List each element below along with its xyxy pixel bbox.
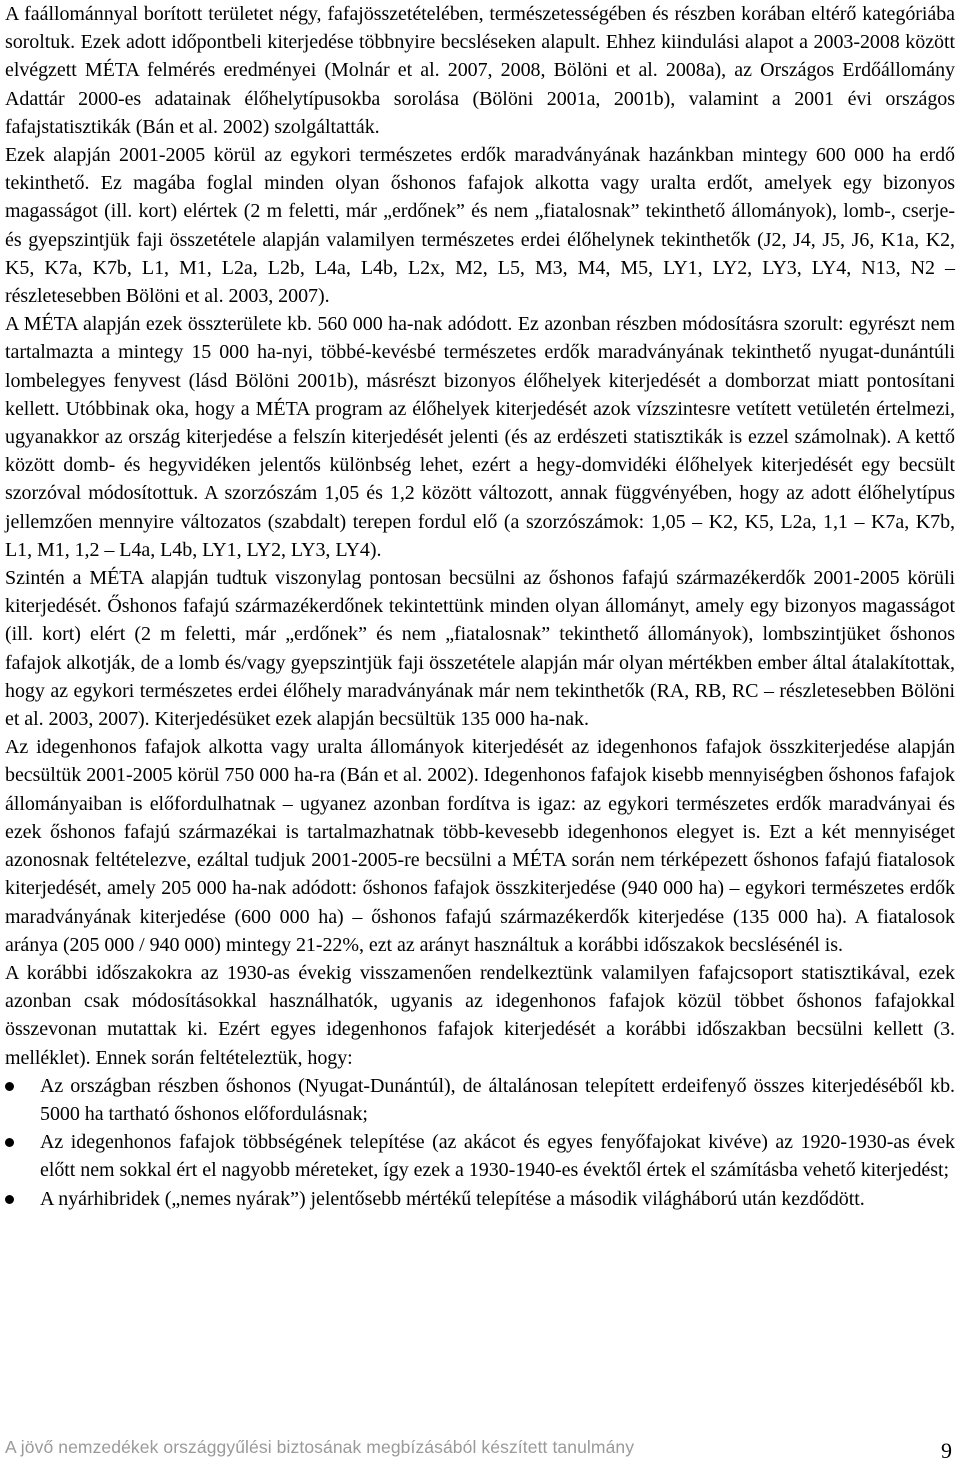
- paragraph-forest-categories: A faállománnyal borított területet négy, fafajösszetételében, természetességében és részben korában eltérő kategóriába soroltuk. Ezek adott időpontbeli kiterjedése többnyire becsléseken alapult. Ehhez kiindulási alapot a 2003-2008 között elvégzett MÉTA felmérés eredményei (Molnár et al. 2007, 2008, Bölöni et al. 2008a), az Országos Erdőállomány Adattár 2000-es adatainak élőhelytípusokba sorolása (Bölöni 2001a, 2001b), valamint a 2001 évi országos fafajstatisztikák (Bán et al. 2002) szolgáltatták.: [5, 3, 955, 138]
- paragraph-non-native-stands: Az idegenhonos fafajok alkotta vagy uralta állományok kiterjedését az idegenhonos fafajok összkiterjedése alapján becsültük 2001-2005 körül 750 000 ha-ra (Bán et al. 2002). Idegenhonos fafajok kisebb mennyiségben őshonos fafajok állományaiban is előfordulhatnak – ugyanez azonban fordítva is igaz: az egykori természetes erdők maradványai és ezek őshonos fafajú származékai is tartalmazhatnak több-kevesebb idegenhonos elegyet is. Ezt a két mennyiséget azonosnak feltételezve, ezáltal tudjuk 2001-2005-re becsülni a MÉTA során nem térképezett őshonos fafajú fiatalosok kiterjedését, amely 205 000 ha-nak adódott: őshonos fafajok összkiterjedése (940 000 ha) – egykori természetes erdők maradványának kiterjedése (600 000 ha) – őshonos fafajú származékerdők kiterjedése (135 000 ha). A fiatalosok aránya (205 000 / 940 000) mintegy 21-22%, ezt az arányt használtuk a korábbi időszakok becslésénél is.: [5, 736, 955, 956]
- paragraph-natural-forest-remnants: Ezek alapján 2001-2005 körül az egykori természetes erdők maradványának hazánkban mintegy 600 000 ha erdő tekinthető. Ez magába foglal minden olyan őshonos fafajok alkotta vagy uralta erdőt, amelyek egy bizonyos magasságot (ill. kort) elértek (2 m feletti, már „erdőnek” és nem „fiatalosnak” tekinthető állományok), lomb-, cserje- és gyepszintjük faji összetétele alapján valamilyen természetes erdei élőhelynek tekinthetők (J2, J4, J5, J6, K1a, K2, K5, K7a, K7b, L1, M1, L2a, L2b, L4a, L4b, L2x, M2, L5, M3, M4, M5, LY1, LY2, LY3, LY4, N13, N2 – részletesebben Bölöni et al. 2003, 2007).: [5, 144, 955, 308]
- paragraph-earlier-periods: A korábbi időszakokra az 1930-as évekig visszamenően rendelkeztünk valamilyen fafajcsoport statisztikával, ezek azonban csak módosításokkal használhatók, ugyanis az idegenhonos fafajok közül többet őshonos fafajokkal összevonan mutattak ki. Ezért egyes idegenhonos fafajok kiterjedését a korábbi időszakban becsülni kellett (3. melléklet). Ennek során feltételeztük, hogy:: [5, 961, 955, 1069]
- paragraph-derived-forests: Szintén a MÉTA alapján tudtuk viszonylag pontosan becsülni az őshonos fafajú származékerdők 2001-2005 körüli kiterjedését. Őshonos fafajú származékerdőnek tekintettünk minden olyan állományt, amely egy bizonyos magasságot (ill. kort) elért (2 m feletti, már „erdőnek” és nem „fiatalosnak” tekinthető állományok), lombszintjüket őshonos fafajok alkotják, de a lomb és/vagy gyepszintjük faji összetétele alapján már olyan mértékben ember által átalakítottak, hogy az egykori természetes erdei élőhely maradványának már nem tekinthetők (RA, RB, RC – részletesebben Bölöni et al. 2003, 2007). Kiterjedésüket ezek alapján becsültük 135 000 ha-nak.: [5, 567, 955, 731]
- list-item: [5, 1128, 955, 1184]
- page-number: 9: [941, 1438, 952, 1463]
- bullet-text: A nyárhibridek („nemes nyárak”) jelentősebb mértékű telepítése a második világháború után kezdődött.: [40, 1187, 865, 1210]
- bullet-text: Az idegenhonos fafajok többségének telepítése (az akácot és egyes fenyőfajokat kivéve) az 1920-1930-as évek előtt nem sokkal ért el nagyobb méreteket, így ezek a 1930-1940-es évektől értek el számításba vehető kiterjedést;: [40, 1131, 955, 1182]
- bullet-icon: [5, 1195, 14, 1204]
- assumptions-list: [5, 1072, 955, 1213]
- list-item: [5, 1072, 955, 1128]
- footer-text: A jövő nemzedékek országgyűlési biztosának megbízásából készített tanulmány: [5, 1437, 635, 1457]
- paragraph-meta-area-correction: A MÉTA alapján ezek összterülete kb. 560 000 ha-nak adódott. Ez azonban részben módosításra szorult: egyrészt nem tartalmazta a mintegy 15 000 ha-nyi, többé-kevésbé természetes erdők maradványának tekinthető nyugat-dunántúli lombelegyes fenyvest (lásd Bölöni 2001b), másrészt bizonyos élőhelyek kiterjedését a domborzat miatt pontosítani kellett. Utóbbinak oka, hogy a MÉTA program az élőhelyek kiterjedését azok vízszintesre vetített vetületén értelmezi, ugyanakkor az ország kiterjedése a felszín kiterjedését jelenti (és az erdészeti statisztikák is ezzel számolnak). A kettő között domb- és hegyvidéken jelentős különbség lehet, ezért a hegy-domvidéki élőhelyek kiterjedését egy becsült szorzóval módosítottuk. A szorzószám 1,05 és 1,2 között változott, annak függvényében, hogy az adott élőhelytípus jellemzően mennyire változatos (szabdalt) terepen fordul elő (a szorzószámok: 1,05 – K2, K5, L2a, 1,1 – K7a, K7b, L1, M1, 1,2 – L4a, L4b, LY1, LY2, LY3, LY4).: [5, 313, 955, 561]
- bullet-icon: [5, 1082, 14, 1091]
- bullet-icon: [5, 1138, 14, 1147]
- document-page: [5, 0, 955, 1213]
- bullet-text: Az országban részben őshonos (Nyugat-Dunántúl), de általánosan telepített erdeifenyő összes kiterjedéséből kb. 5000 ha tartható őshonos előfordulásnak;: [40, 1074, 955, 1125]
- page-footer: [5, 1434, 955, 1462]
- list-item: [5, 1185, 955, 1213]
